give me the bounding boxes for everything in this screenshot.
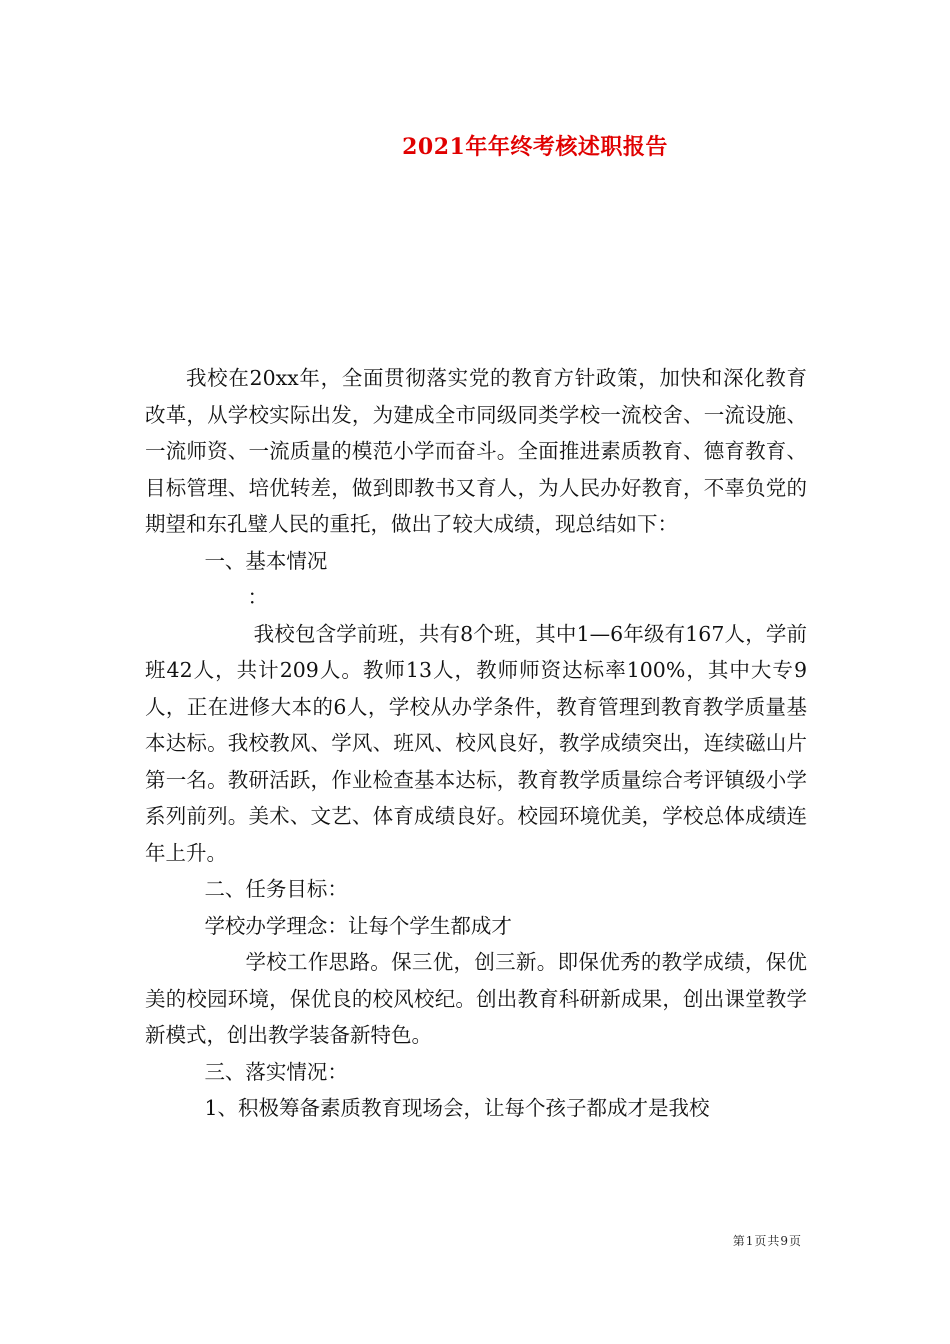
work-thinking-paragraph: 学校工作思路。保三优，创三新。即保优秀的教学成绩，保优美的校园环境，保优良的校风校纪。创出教育科研新成果，创出课堂教学新模式，创出教学装备新特色。 xyxy=(145,950,807,1047)
document-body xyxy=(145,360,807,1127)
school-concept-line: 学校办学理念：让每个学生都成才 xyxy=(204,913,512,938)
intro-paragraph: 我校在20xx年，全面贯彻落实党的教育方针政策，加快和深化教育改革，从学校实际出发，为建成全市同级同类学校一流校舍、一流设施、一流师资、一流质量的模范小学而奋斗。全面推进素质教育、德育教育、目标管理、培优转差，做到即教书又育人，为人民办好教育，不辜负党的期望和东孔璧人民的重托，做出了较大成绩，现总结如下： xyxy=(145,366,807,536)
section-colon: ： xyxy=(247,585,268,609)
basic-info-paragraph: 我校包含学前班，共有8个班，其中1—6年级有167人，学前班42人，共计209人。教师13人，教师师资达标率100%，其中大专9人，正在进修大本的6人，学校从办学条件，教育管理到教育教学质量基本达标。我校教风、学风、班风、校风良好，教学成绩突出，连续磁山片第一名。教研活跃，作业检查基本达标，教育教学质量综合考评镇级小学系列前列。美术、文艺、体育成绩良好。校园环境优美，学校总体成绩连年上升。 xyxy=(145,621,807,865)
implementation-item-1: 1、积极筹备素质教育现场会，让每个孩子都成才是我校 xyxy=(204,1096,710,1120)
section-heading-basic: 一、基本情况 xyxy=(204,548,328,573)
section-heading-goals: 二、任务目标： xyxy=(204,877,348,901)
page-number-footer: 第1页共9页 xyxy=(732,1234,802,1248)
section-heading-implementation: 三、落实情况： xyxy=(204,1059,348,1084)
document-title: 2021年年终考核述职报告 xyxy=(402,134,668,160)
